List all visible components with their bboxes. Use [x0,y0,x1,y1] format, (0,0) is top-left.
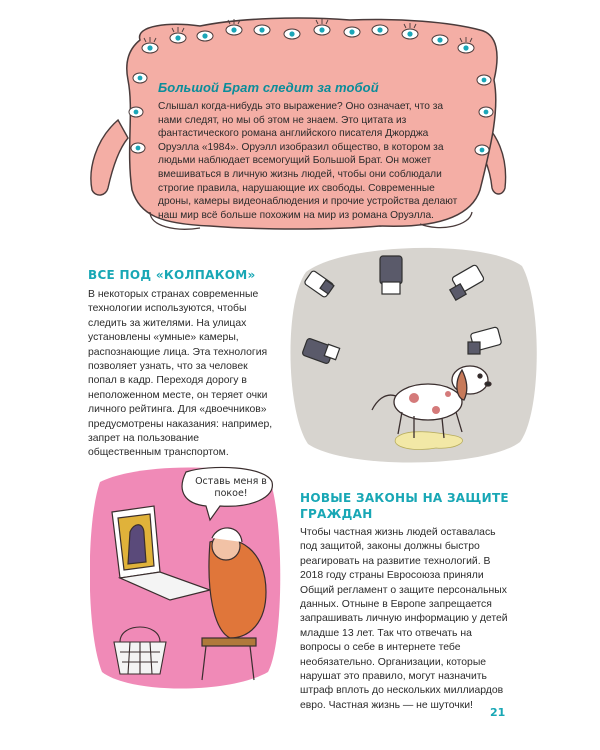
section-laws-text: Чтобы частная жизнь людей оставалась под защитой, законы должны быстро реагировать на развитие технологий. В 2018 году страны Евросоюза приняли Общий регламент о защите персональных данных. Отныне в Европе запрещается запрашивать личную информацию у детей младше 13 лет. Так что отвечать на вопросы о себе в интернете тебе необязательно. Организации, которые нарушат это правило, могут назначить штраф вплоть до нескольких миллиардов евро. Частная жизнь — не шуточки! [300,527,508,711]
big-brother-text: Слышал когда-нибудь это выражение? Оно означает, что за нами следят, но мы об этом не знаем. Это цитата из фантастического романа английского писателя Джорджа Оруэлла «1984». Оруэлл изобразил общество, в котором за людьми наблюдает всемогущий Большой Брат. Он может вмешиваться в личную жизнь людей, чтобы они соблюдали строгие правила, нарушающие их свободы. Современные дроны, камеры видеонаблюдения и прочие устройства делают наш мир всё больше похожим на мир из романа Оруэлла. [158,101,458,221]
section-cap-text: В некоторых странах современные технологии используются, чтобы следить за жителями. На улицах установлены «умные» камеры, распознающие лица. Эта технология позволяет узнать, что за человек попал в кадр. Переходя дорогу в неположенном месте, он теряет очки личного рейтинга. Для «двоечников» предусмотрены наказания: например, запрет на пользование общественным транспортом. [88,289,273,459]
cameras-watching-dog-illustration [286,242,540,468]
section-laws-title: НОВЫЕ ЗАКОНЫ НА ЗАЩИТЕ ГРАЖДАН [300,491,509,521]
page-number: 21 [490,706,506,719]
section-cap-title: ВСЕ ПОД «КОЛПАКОМ» [88,268,256,282]
big-brother-title: Большой Брат следит за тобой [158,80,379,95]
speech-bubble-text: Оставь меня в покое! [195,476,267,499]
